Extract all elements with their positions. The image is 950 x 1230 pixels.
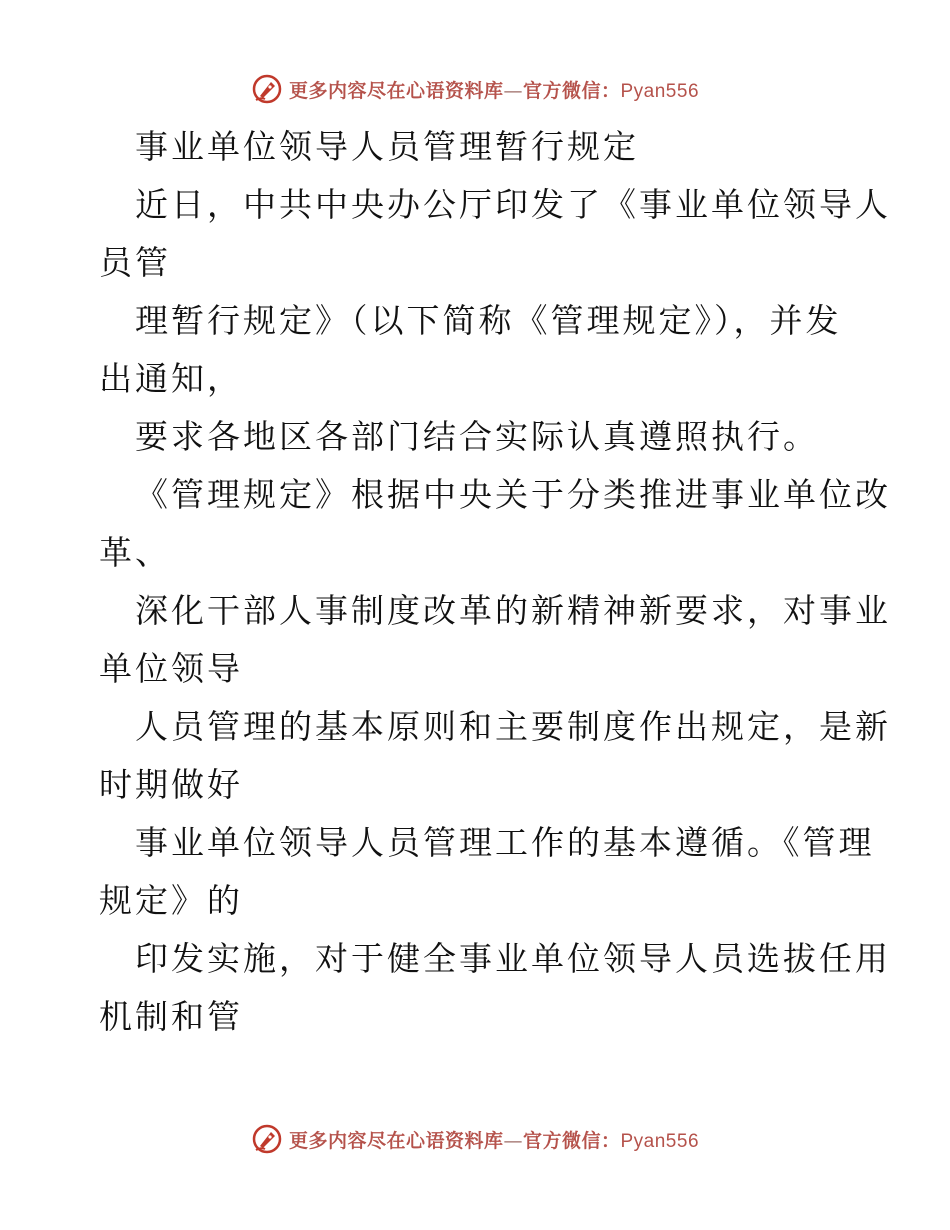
document-line: 人员管理的基本原则和主要制度作出规定，是新 — [135, 707, 891, 746]
watermark-dash: — — [503, 79, 523, 102]
document-line: 员管 — [99, 243, 171, 282]
pen-nib-logo-icon — [251, 1123, 283, 1155]
watermark-site-name: 更多内容尽在心语资料库 — [288, 1129, 504, 1152]
document-line: 规定》的 — [99, 881, 243, 920]
document-line: 出通知， — [99, 359, 243, 398]
watermark-wechat-label: 官方微信： — [522, 79, 621, 102]
watermark-wechat-label: 官方微信： — [522, 1129, 621, 1152]
document-line: 理暂行规定》（以下简称《管理规定》），并发 — [135, 301, 842, 340]
watermark-site-name: 更多内容尽在心语资料库 — [288, 79, 504, 102]
document-line: 深化干部人事制度改革的新精神新要求，对事业 — [135, 591, 891, 630]
document-line: 要求各地区各部门结合实际认真遵照执行。 — [135, 417, 819, 456]
document-line: 事业单位领导人员管理工作的基本遵循。《管理 — [135, 823, 875, 862]
watermark-wechat-id: Pyan556 — [620, 1130, 700, 1152]
header-watermark — [0, 71, 950, 107]
footer-watermark — [0, 1121, 950, 1157]
document-title: 事业单位领导人员管理暂行规定 — [135, 127, 639, 166]
document-line: 机制和管 — [99, 997, 243, 1036]
document-line: 革、 — [99, 533, 171, 572]
document-line: 时期做好 — [99, 765, 243, 804]
document-line: 近日，中共中央办公厅印发了《事业单位领导人 — [135, 185, 891, 224]
watermark-dash: — — [503, 1129, 523, 1152]
watermark-text — [289, 76, 699, 103]
document-line: 单位领导 — [99, 649, 243, 688]
document-body — [99, 118, 891, 1046]
pen-nib-logo-icon — [251, 73, 283, 105]
document-line: 《管理规定》根据中央关于分类推进事业单位改 — [135, 475, 891, 514]
watermark-wechat-id: Pyan556 — [620, 80, 700, 102]
watermark-text — [289, 1126, 699, 1153]
document-line: 印发实施，对于健全事业单位领导人员选拔任用 — [135, 939, 891, 978]
